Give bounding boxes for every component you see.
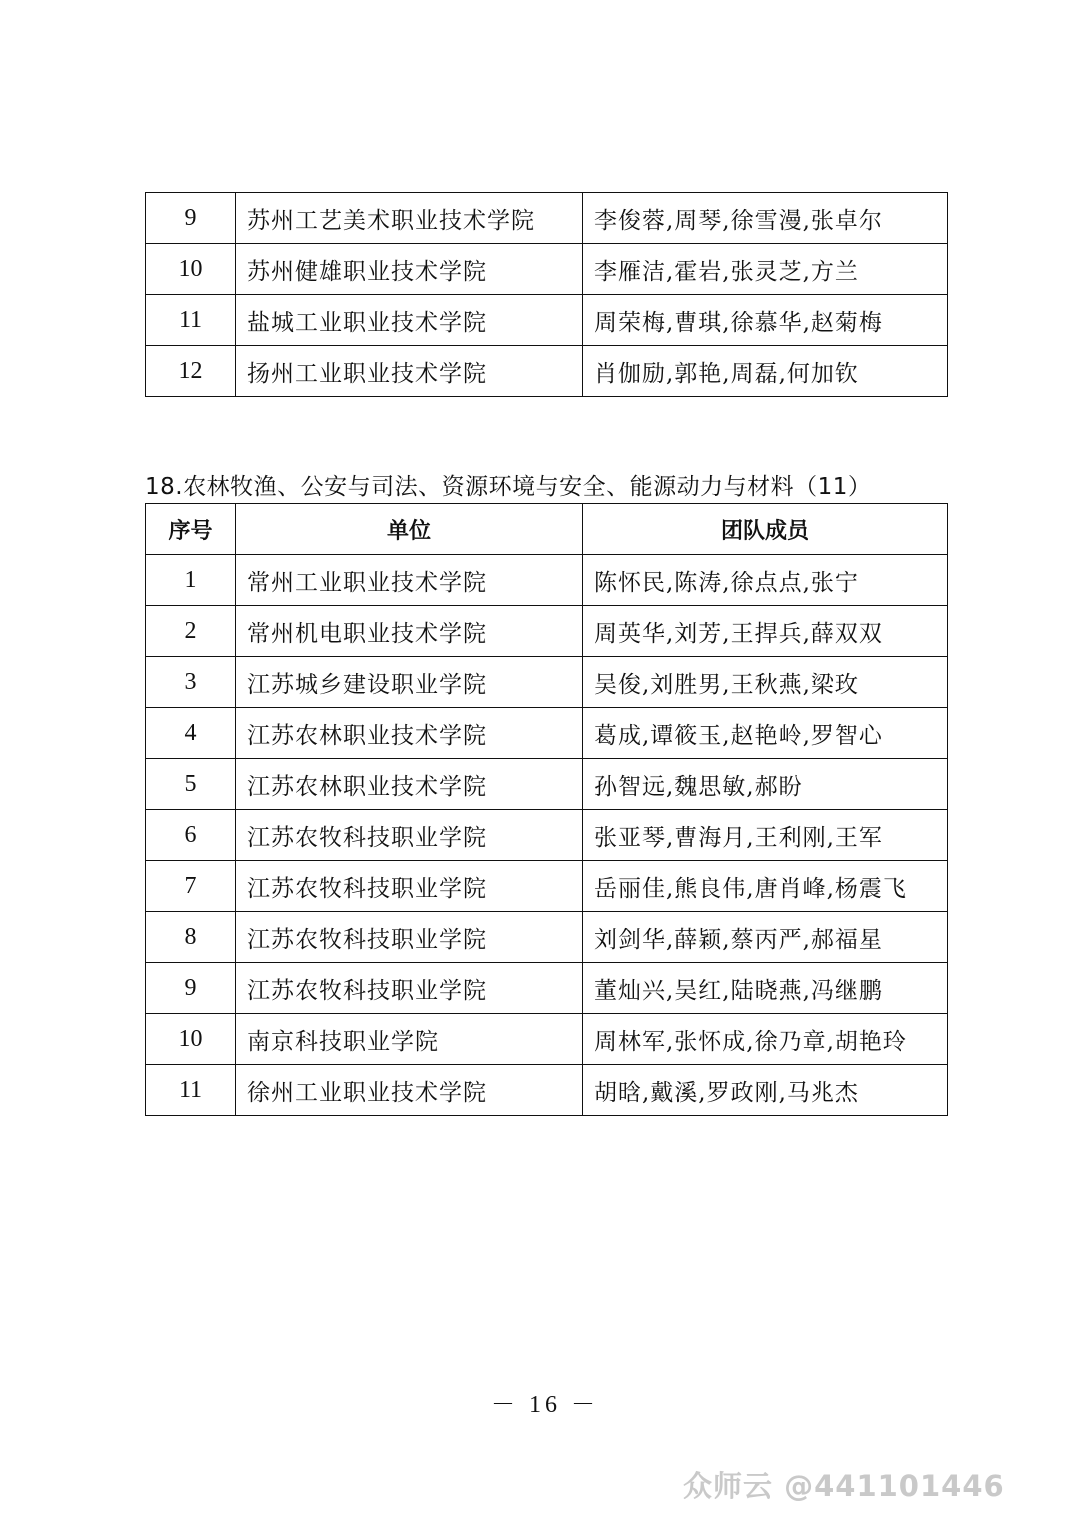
page-number: － 16 － (491, 1392, 599, 1418)
unit-cell: 江苏农林职业技术学院 (236, 708, 583, 759)
row-number: 3 (146, 657, 236, 708)
table-row (146, 708, 948, 759)
members-cell: 肖伽励,郭艳,周磊,何加钦 (583, 346, 948, 397)
table-row (146, 295, 948, 346)
row-number: 7 (146, 861, 236, 912)
unit-cell: 江苏农牧科技职业学院 (236, 963, 583, 1014)
members-cell: 吴俊,刘胜男,王秋燕,梁玫 (583, 657, 948, 708)
unit-cell: 扬州工业职业技术学院 (236, 346, 583, 397)
table-row (146, 244, 948, 295)
table-row (146, 346, 948, 397)
watermark: 众师云 @441101446 (683, 1469, 1005, 1503)
section-title: 18.农林牧渔、公安与司法、资源环境与安全、能源动力与材料（11） (145, 474, 872, 500)
table-row (146, 861, 948, 912)
unit-cell: 苏州健雄职业技术学院 (236, 244, 583, 295)
table-row (146, 606, 948, 657)
member-table-continued (145, 192, 948, 397)
unit-cell: 江苏农牧科技职业学院 (236, 810, 583, 861)
members-cell: 周英华,刘芳,王捍兵,薛双双 (583, 606, 948, 657)
unit-cell: 苏州工艺美术职业技术学院 (236, 193, 583, 244)
members-cell: 董灿兴,吴红,陆晓燕,冯继鹏 (583, 963, 948, 1014)
members-cell: 李俊蓉,周琴,徐雪漫,张卓尔 (583, 193, 948, 244)
members-cell: 胡晗,戴溪,罗政刚,马兆杰 (583, 1065, 948, 1116)
row-number: 10 (146, 244, 236, 295)
members-cell: 刘剑华,薛颖,蔡丙严,郝福星 (583, 912, 948, 963)
row-number: 10 (146, 1014, 236, 1065)
table-row (146, 657, 948, 708)
unit-cell: 江苏农牧科技职业学院 (236, 912, 583, 963)
row-number: 11 (146, 1065, 236, 1116)
header-unit: 单位 (236, 504, 583, 555)
table-row (146, 963, 948, 1014)
unit-cell: 江苏农牧科技职业学院 (236, 861, 583, 912)
unit-cell: 常州机电职业技术学院 (236, 606, 583, 657)
members-cell: 周林军,张怀成,徐乃章,胡艳玲 (583, 1014, 948, 1065)
members-cell: 周荣梅,曹琪,徐慕华,赵菊梅 (583, 295, 948, 346)
members-cell: 岳丽佳,熊良伟,唐肖峰,杨震飞 (583, 861, 948, 912)
members-cell: 李雁洁,霍岩,张灵芝,方兰 (583, 244, 948, 295)
table-row (146, 193, 948, 244)
unit-cell: 盐城工业职业技术学院 (236, 295, 583, 346)
table-row (146, 555, 948, 606)
table-row (146, 810, 948, 861)
unit-cell: 江苏农林职业技术学院 (236, 759, 583, 810)
row-number: 4 (146, 708, 236, 759)
row-number: 6 (146, 810, 236, 861)
row-number: 11 (146, 295, 236, 346)
header-no: 序号 (146, 504, 236, 555)
row-number: 5 (146, 759, 236, 810)
row-number: 9 (146, 193, 236, 244)
table-row (146, 1014, 948, 1065)
members-cell: 张亚琴,曹海月,王利刚,王军 (583, 810, 948, 861)
unit-cell: 江苏城乡建设职业学院 (236, 657, 583, 708)
members-cell: 陈怀民,陈涛,徐点点,张宁 (583, 555, 948, 606)
table-row (146, 912, 948, 963)
row-number: 2 (146, 606, 236, 657)
table-row (146, 1065, 948, 1116)
row-number: 12 (146, 346, 236, 397)
row-number: 8 (146, 912, 236, 963)
header-members: 团队成员 (583, 504, 948, 555)
unit-cell: 常州工业职业技术学院 (236, 555, 583, 606)
unit-cell: 南京科技职业学院 (236, 1014, 583, 1065)
row-number: 1 (146, 555, 236, 606)
member-table-section-18 (145, 503, 948, 1116)
table-row (146, 759, 948, 810)
members-cell: 孙智远,魏思敏,郝盼 (583, 759, 948, 810)
unit-cell: 徐州工业职业技术学院 (236, 1065, 583, 1116)
row-number: 9 (146, 963, 236, 1014)
members-cell: 葛成,谭筱玉,赵艳岭,罗智心 (583, 708, 948, 759)
table-header-row (146, 504, 948, 555)
